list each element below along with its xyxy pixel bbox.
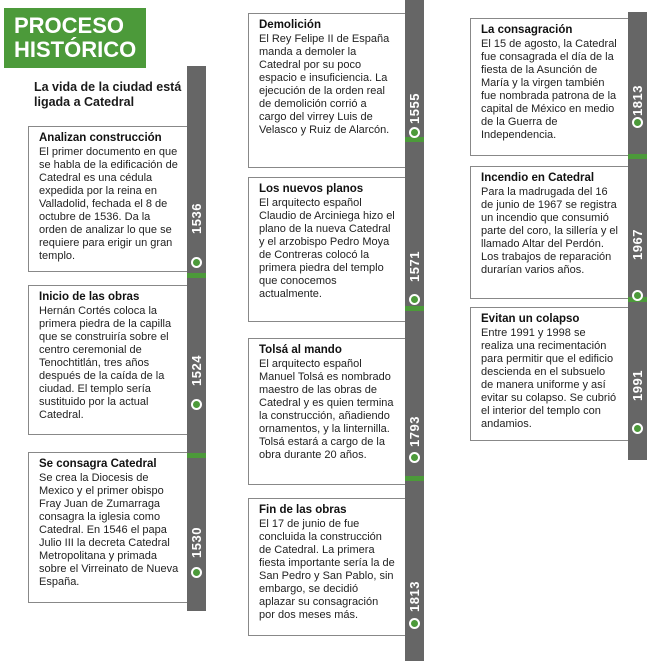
page-subtitle: La vida de la ciudad está ligada a Catedral (34, 80, 182, 109)
year-label: 1967 (630, 228, 646, 260)
year-label: 1991 (630, 369, 646, 401)
event-body: El arquitecto español Claudio de Arciniega hizo el plano de la nueva Catedral y el arzobispo Pedro Moya de Contreras colocó la primera piedra del templo que conocemos actualmente. (259, 197, 395, 300)
event-body: Se crea la Diocesis de Mexico y el primer obispo Fray Juan de Zumarraga consagra la iglesia como Catedral. En 1546 el papa Julio III la decreta Catedral Metropolitana y primada sobre el Virreinato de Nueva España. (39, 472, 179, 588)
event-body: El 17 de junio de fue concluida la construcción de Catedral. La primera fiesta importante sería la de San Pedro y San Pablo, sin embargo, se decidió aplazar su consagración por dos meses más. (259, 518, 395, 621)
event-title: Demolición (259, 19, 321, 31)
timeline-dot (632, 117, 643, 128)
year-label: 1813 (407, 580, 423, 612)
timeline-dot (632, 423, 643, 434)
event-card (248, 177, 405, 322)
event-title: Analizan construcción (39, 132, 162, 144)
event-title: Evitan un colapso (481, 313, 580, 325)
year-label: 1813 (630, 84, 646, 116)
header (0, 0, 210, 122)
event-card (248, 498, 405, 636)
event-body: El Rey Felipe II de España manda a demoler la Catedral por su poco espacio e insuficiencia. La ejecución de la orden real de demolición corrió a cargo del virrey Luis de Velasco y Ruiz de Alarcón. (259, 33, 390, 136)
event-card (470, 18, 628, 156)
timeline-dot (409, 294, 420, 305)
event-card (28, 126, 187, 272)
year-label: 1536 (189, 202, 205, 234)
timeline-dot (191, 257, 202, 268)
event-title: Se consagra Catedral (39, 458, 157, 470)
event-body: Entre 1991 y 1998 se realiza una recimentación para permitir que el edificio descienda en el subsuelo de manera uniforme y así evitar su colapso. Se cubrió el interior del templo con andamios. (481, 327, 617, 430)
timeline-dot (409, 618, 420, 629)
year-label: 1524 (189, 354, 205, 386)
event-card (28, 452, 187, 603)
timeline-dot (409, 127, 420, 138)
event-body: Hernán Cortés coloca la primera piedra de la capilla que se construiría sobre el centro ceremonial de Tenochtitlán, tres años después de la caída de la ciudad. El templo sería sustituido por la actual Catedral. (39, 305, 172, 421)
timeline-dot (632, 290, 643, 301)
page-title (4, 8, 146, 68)
event-title: Incendio en Catedral (481, 172, 595, 184)
timeline-dot (409, 452, 420, 463)
event-card (28, 285, 187, 435)
event-title: Fin de las obras (259, 504, 347, 516)
year-label: 1793 (407, 415, 423, 447)
timeline-dot (191, 567, 202, 578)
event-title: La consagración (481, 24, 573, 36)
event-card (470, 307, 628, 441)
event-title: Tolsá al mando (259, 344, 342, 356)
year-label: 1530 (189, 526, 205, 558)
timeline-dot (191, 399, 202, 410)
event-card (248, 338, 405, 485)
event-title: Los nuevos planos (259, 183, 364, 195)
event-card (248, 13, 405, 168)
event-card (470, 166, 628, 299)
year-label: 1555 (407, 92, 423, 124)
event-body: El 15 de agosto, la Catedral fue consagrada el día de la fiesta de la Asunción de María y la virgen también fue nombrada patrona de la capital de México en medio de la Guerra de Independencia. (481, 38, 617, 141)
event-body: El arquitecto español Manuel Tolsá es nombrado maestro de las obras de Catedral y es quien termina la construcción, añadiendo ornamentos, y la linternilla. Tolsá estará a cargo de la obra durante 20 años. (259, 358, 394, 461)
event-body: El primer documento en que se habla de la edificación de Catedral es una cédula expedida por la reina en Valladolid, fechada el 8 de octubre de 1536. Da la orden de analizar lo que se requiere para erigir un gran templo. (39, 146, 178, 262)
title-line-1: PROCESO (14, 13, 125, 38)
event-body: Para la madrugada del 16 de junio de 1967 se registra un incendio que consumió parte del coro, la sillería y el llamado Altar del Perdón. Los trabajos de reparación durarían varios años. (481, 186, 618, 276)
title-line-2: HISTÓRICO (14, 37, 137, 62)
event-title: Inicio de las obras (39, 291, 140, 303)
year-label: 1571 (407, 250, 423, 282)
